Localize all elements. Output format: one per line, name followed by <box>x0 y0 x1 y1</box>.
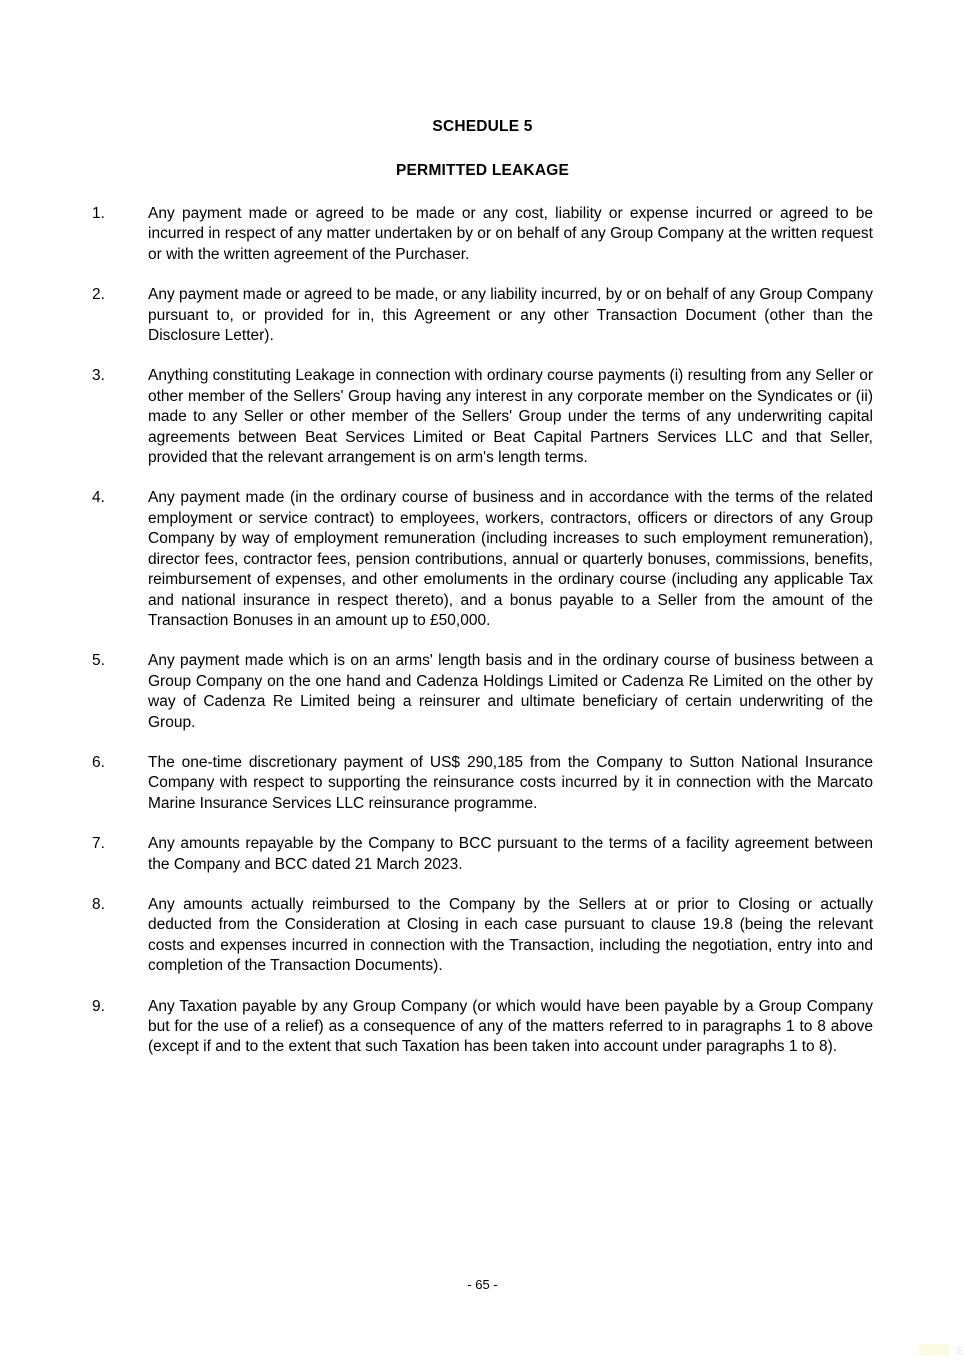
schedule-subtitle: PERMITTED LEAKAGE <box>395 162 570 179</box>
paragraph-number: 2. <box>92 286 105 304</box>
scan-smudge-artifact <box>918 1344 950 1356</box>
page-number: - 65 - <box>467 1277 498 1292</box>
paragraph-text: Any amounts actually reimbursed to the Company by the Sellers at or prior to Closing or actually deducted from the Consideration at Closing in each case pursuant to clause 19.8 (being the relevant costs and expenses incurred in connection with the Transaction, including the negotiation, entry into and completion of the Transaction Documents). <box>148 895 873 975</box>
paragraph-number: 3. <box>92 367 105 385</box>
paragraph-6 <box>92 753 873 814</box>
paragraph-text: Any amounts repayable by the Company to BCC pursuant to the terms of a facility agreement between the Company and BCC dated 21 March 2023. <box>148 835 873 873</box>
paragraph-text: Any payment made or agreed to be made or any cost, liability or expense incurred or agreed to be incurred in respect of any matter undertaken by or on behalf of any Group Company at the written request or with the written agreement of the Purchaser. <box>148 205 873 263</box>
paragraph-number: 6. <box>92 753 105 771</box>
paragraph-4 <box>92 488 873 631</box>
paragraph-text: The one-time discretionary payment of US$ 290,185 from the Company to Sutton National Insurance Company with respect to supporting the reinsurance costs incurred by it in connection with the Marcato Marine Insurance Services LLC reinsurance programme. <box>148 753 873 812</box>
paragraph-list <box>92 204 873 1058</box>
paragraph-text: Any Taxation payable by any Group Company (or which would have been payable by a Group Company but for the use of a relief) as a consequence of any of the matters referred to in paragraphs 1 to 8 above (except if and to the extent that such Taxation has been taken into account under paragraphs 1 to 8). <box>148 997 873 1056</box>
paragraph-number: 9. <box>92 997 105 1015</box>
paragraph-7 <box>92 834 873 875</box>
paragraph-2 <box>92 285 873 346</box>
paragraph-text: Anything constituting Leakage in connection with ordinary course payments (i) resulting from any Seller or other member of the Sellers' Group having any interest in any corporate member on the Syndicates or (ii) made to any Seller or other member of the Sellers' Group under the terms of any underwriting capital agreements between Beat Services Limited or Beat Capital Partners Services LLC and that Seller, provided that the relevant arrangement is on arm's length terms. <box>148 367 873 467</box>
paragraph-number: 5. <box>92 652 105 670</box>
scan-dots-artifact <box>956 1347 962 1355</box>
paragraph-text: Any payment made or agreed to be made, or any liability incurred, by or on behalf of any Group Company pursuant to, or provided for in, this Agreement or any other Transaction Document (other than the Disclosure Letter). <box>148 286 873 345</box>
paragraph-text: Any payment made (in the ordinary course of business and in accordance with the terms of the related employment or service contract) to employees, workers, contractors, officers or directors of any Group Company by way of employment remuneration (including increases to such employment remuneration), director fees, contractor fees, pension contributions, annual or quarterly bonuses, commissions, benefits, reimbursement of expenses, and other emoluments in the ordinary course (including any applicable Tax and national insurance in respect thereto), and a bonus payable to a Seller from the amount of the Transaction Bonuses in an amount up to £50,000. <box>148 489 873 629</box>
paragraph-5 <box>92 651 873 733</box>
paragraph-3 <box>92 366 873 468</box>
paragraph-1 <box>92 204 873 265</box>
paragraph-number: 8. <box>92 895 105 913</box>
paragraph-text: Any payment made which is on an arms' length basis and in the ordinary course of business between a Group Company on the one hand and Cadenza Holdings Limited or Cadenza Re Limited on the other by way of Cadenza Re Limited being a reinsurer and ultimate beneficiary of certain underwriting of the Group. <box>148 652 873 731</box>
document-content <box>0 118 965 1058</box>
schedule-title: SCHEDULE 5 <box>432 118 533 135</box>
paragraph-8 <box>92 895 873 977</box>
paragraph-9 <box>92 997 873 1058</box>
paragraph-number: 4. <box>92 489 105 507</box>
paragraph-number: 1. <box>92 205 105 222</box>
paragraph-number: 7. <box>92 835 105 853</box>
